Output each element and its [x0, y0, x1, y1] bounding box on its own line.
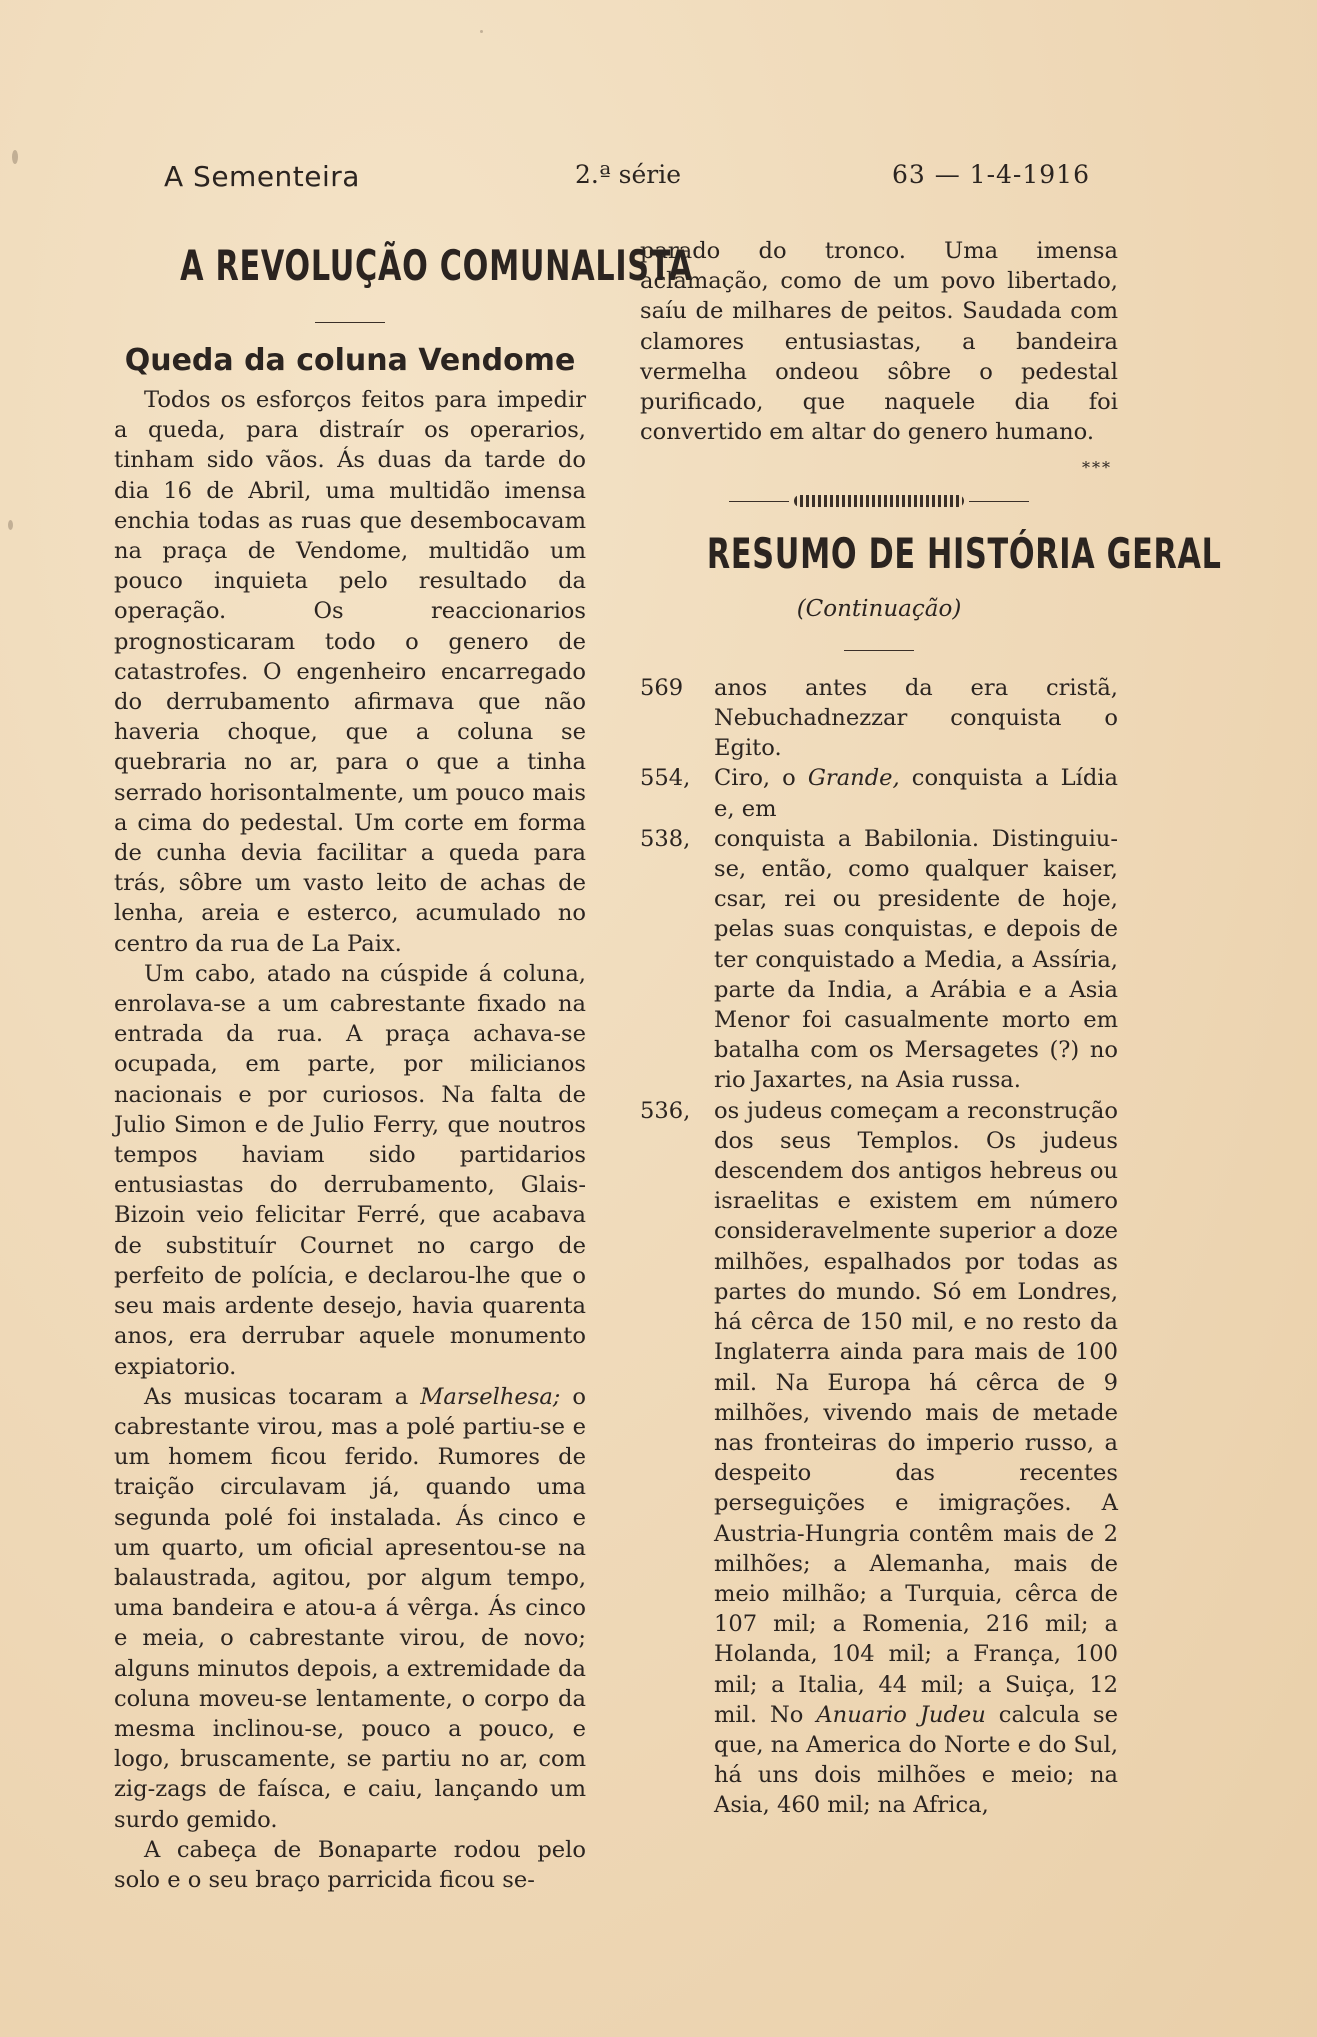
ornament-divider — [729, 492, 1029, 512]
journal-name: A Sementeira — [164, 160, 360, 193]
continuation-label: (Continuação) — [796, 595, 962, 622]
paragraph-continued: parado do tronco. Uma imensa aclamação, como de um povo libertado, saíu de milhares de peitos. Saudada com clamores entusiastas, a bandeira vermelha ondeou sôbre o pedestal purificado, que naquele dia foi convertido em altar do genero humano. — [640, 238, 1118, 446]
paragraph: A cabeça de Bonaparte rodou pelo solo e o seu braço parricida ficou se- — [114, 1836, 586, 1893]
article-subtitle: Queda da coluna Vendome — [124, 343, 576, 378]
entry-year: 554, — [640, 765, 691, 792]
list-item — [640, 763, 1118, 823]
paper-stain — [8, 520, 13, 530]
paragraph: As musicas tocaram a Marselhesa; o cabrestante virou, mas a polé partiu-se e um homem ficou ferido. Rumores de traição circulavam já, quando uma segunda polé foi instalada. Ás cinco e um quarto, um oficial apresentou-se na balaustrada, agitou, por algum tempo, uma bandeira e atou-a á vêrga. Ás cinco e meia, o cabrestante virou, de novo; alguns minutos depois, a extremidade da coluna moveu-se lentamente, o corpo da mesma inclinou-se, pouco a pouco, e logo, bruscamente, se partiu no ar, com zig-zags de faísca, e caiu, lançando um surdo gemido. — [114, 1383, 586, 1833]
list-item — [640, 673, 1118, 764]
entry-year: 536, — [640, 1097, 691, 1124]
entry-year: 569 — [640, 674, 684, 701]
entry-text: anos antes da era cristã, Nebuchadnezzar conquista o Egito. — [714, 674, 1118, 762]
paper-stain — [480, 30, 483, 33]
list-item — [640, 824, 1118, 1096]
article-title-2: RESUMO DE HISTÓRIA GERAL — [706, 528, 1222, 578]
right-column — [640, 236, 1222, 1821]
paragraph: Um cabo, atado na cúspide á coluna, enrolava-se a um cabrestante fixado na entrada da rua. A praça achava-se ocupada, em parte, por milicianos nacionais e por curiosos. Na falta de Julio Simon e de Julio Ferry, que noutros tempos haviam sido partidarios entusiastas do derrubamento, Glais-Bizoin veio felicitar Ferré, que acabava de substituír Cournet no cargo de perfeito de polícia, e declarou-lhe que o seu mais ardente desejo, havia quarenta anos, era derrubar aquele monumento expiatorio. — [114, 960, 586, 1380]
series-label: 2.ª série — [575, 160, 682, 189]
title-divider — [315, 322, 385, 323]
paper-stain — [12, 150, 18, 164]
paragraph: Todos os esforços feitos para impedir a queda, para distraír os operarios, tinham sido vãos. Ás duas da tarde do dia 16 de Abril, uma multidão imensa enchia todas as ruas que desembocavam na praça de Vendome, multidão um pouco inquieta pelo resultado da operação. Os reaccionarios prognosticaram todo o genero de catastrofes. O engenheiro encarregado do derrubamento afirmava que não haveria choque, que a coluna se quebraria no ar, para o que a tinha serrado horisontalmente, um pouco mais a cima do pedestal. Um corte em forma de cunha devia facilitar a queda para trás, sôbre um vasto leito de achas de lenha, areia e esterco, acumulado no centro da rua de La Paix. — [114, 387, 586, 957]
entry-text: Ciro, o Grande, conquista a Lídia e, em — [714, 765, 1118, 822]
article-title: A REVOLUÇÃO COMUNALISTA — [180, 241, 693, 290]
title-divider — [844, 650, 914, 651]
entry-year: 538, — [640, 825, 691, 852]
end-marker: *** — [1082, 458, 1112, 478]
entry-text: conquista a Babilonia. Distinguiu-se, então, como qualquer kaiser, csar, rei ou presidente de hoje, pelas suas conquistas, e depois de ter conquistado a Media, a Assíria, parte da India, a Arábia e a Asia Menor foi casualmente morto em batalha com os Mersagetes (?) no rio Jaxartes, na Asia russa. — [714, 825, 1118, 1094]
entry-text: os judeus começam a reconstrução dos seus Templos. Os judeus descendem dos antigos hebreus ou israelitas e existem em número consideravelmente superior a doze milhões, espalhados por todas as partes do mundo. Só em Londres, há cêrca de 150 mil, e no resto da Inglaterra ainda para mais de 100 mil. Na Europa há cêrca de 9 milhões, vivendo mais de metade nas fronteiras do imperio russo, a despeito das recentes perseguições e imigrações. A Austria-Hungria contêm mais de 2 milhões; a Alemanha, mais de meio milhão; a Turquia, cêrca de 107 mil; a Romenia, 216 mil; a Holanda, 104 mil; a França, 100 mil; a Italia, 44 mil; a Suiça, 12 mil. No Anuario Judeu calcula se que, na America do Norte e do Sul, há uns dois milhões e meio; na Asia, 460 mil; na Africa, — [714, 1097, 1118, 1819]
page-header — [160, 160, 1090, 200]
list-item — [640, 1096, 1118, 1821]
issue-date: 63 — 1-4-1916 — [891, 160, 1090, 189]
